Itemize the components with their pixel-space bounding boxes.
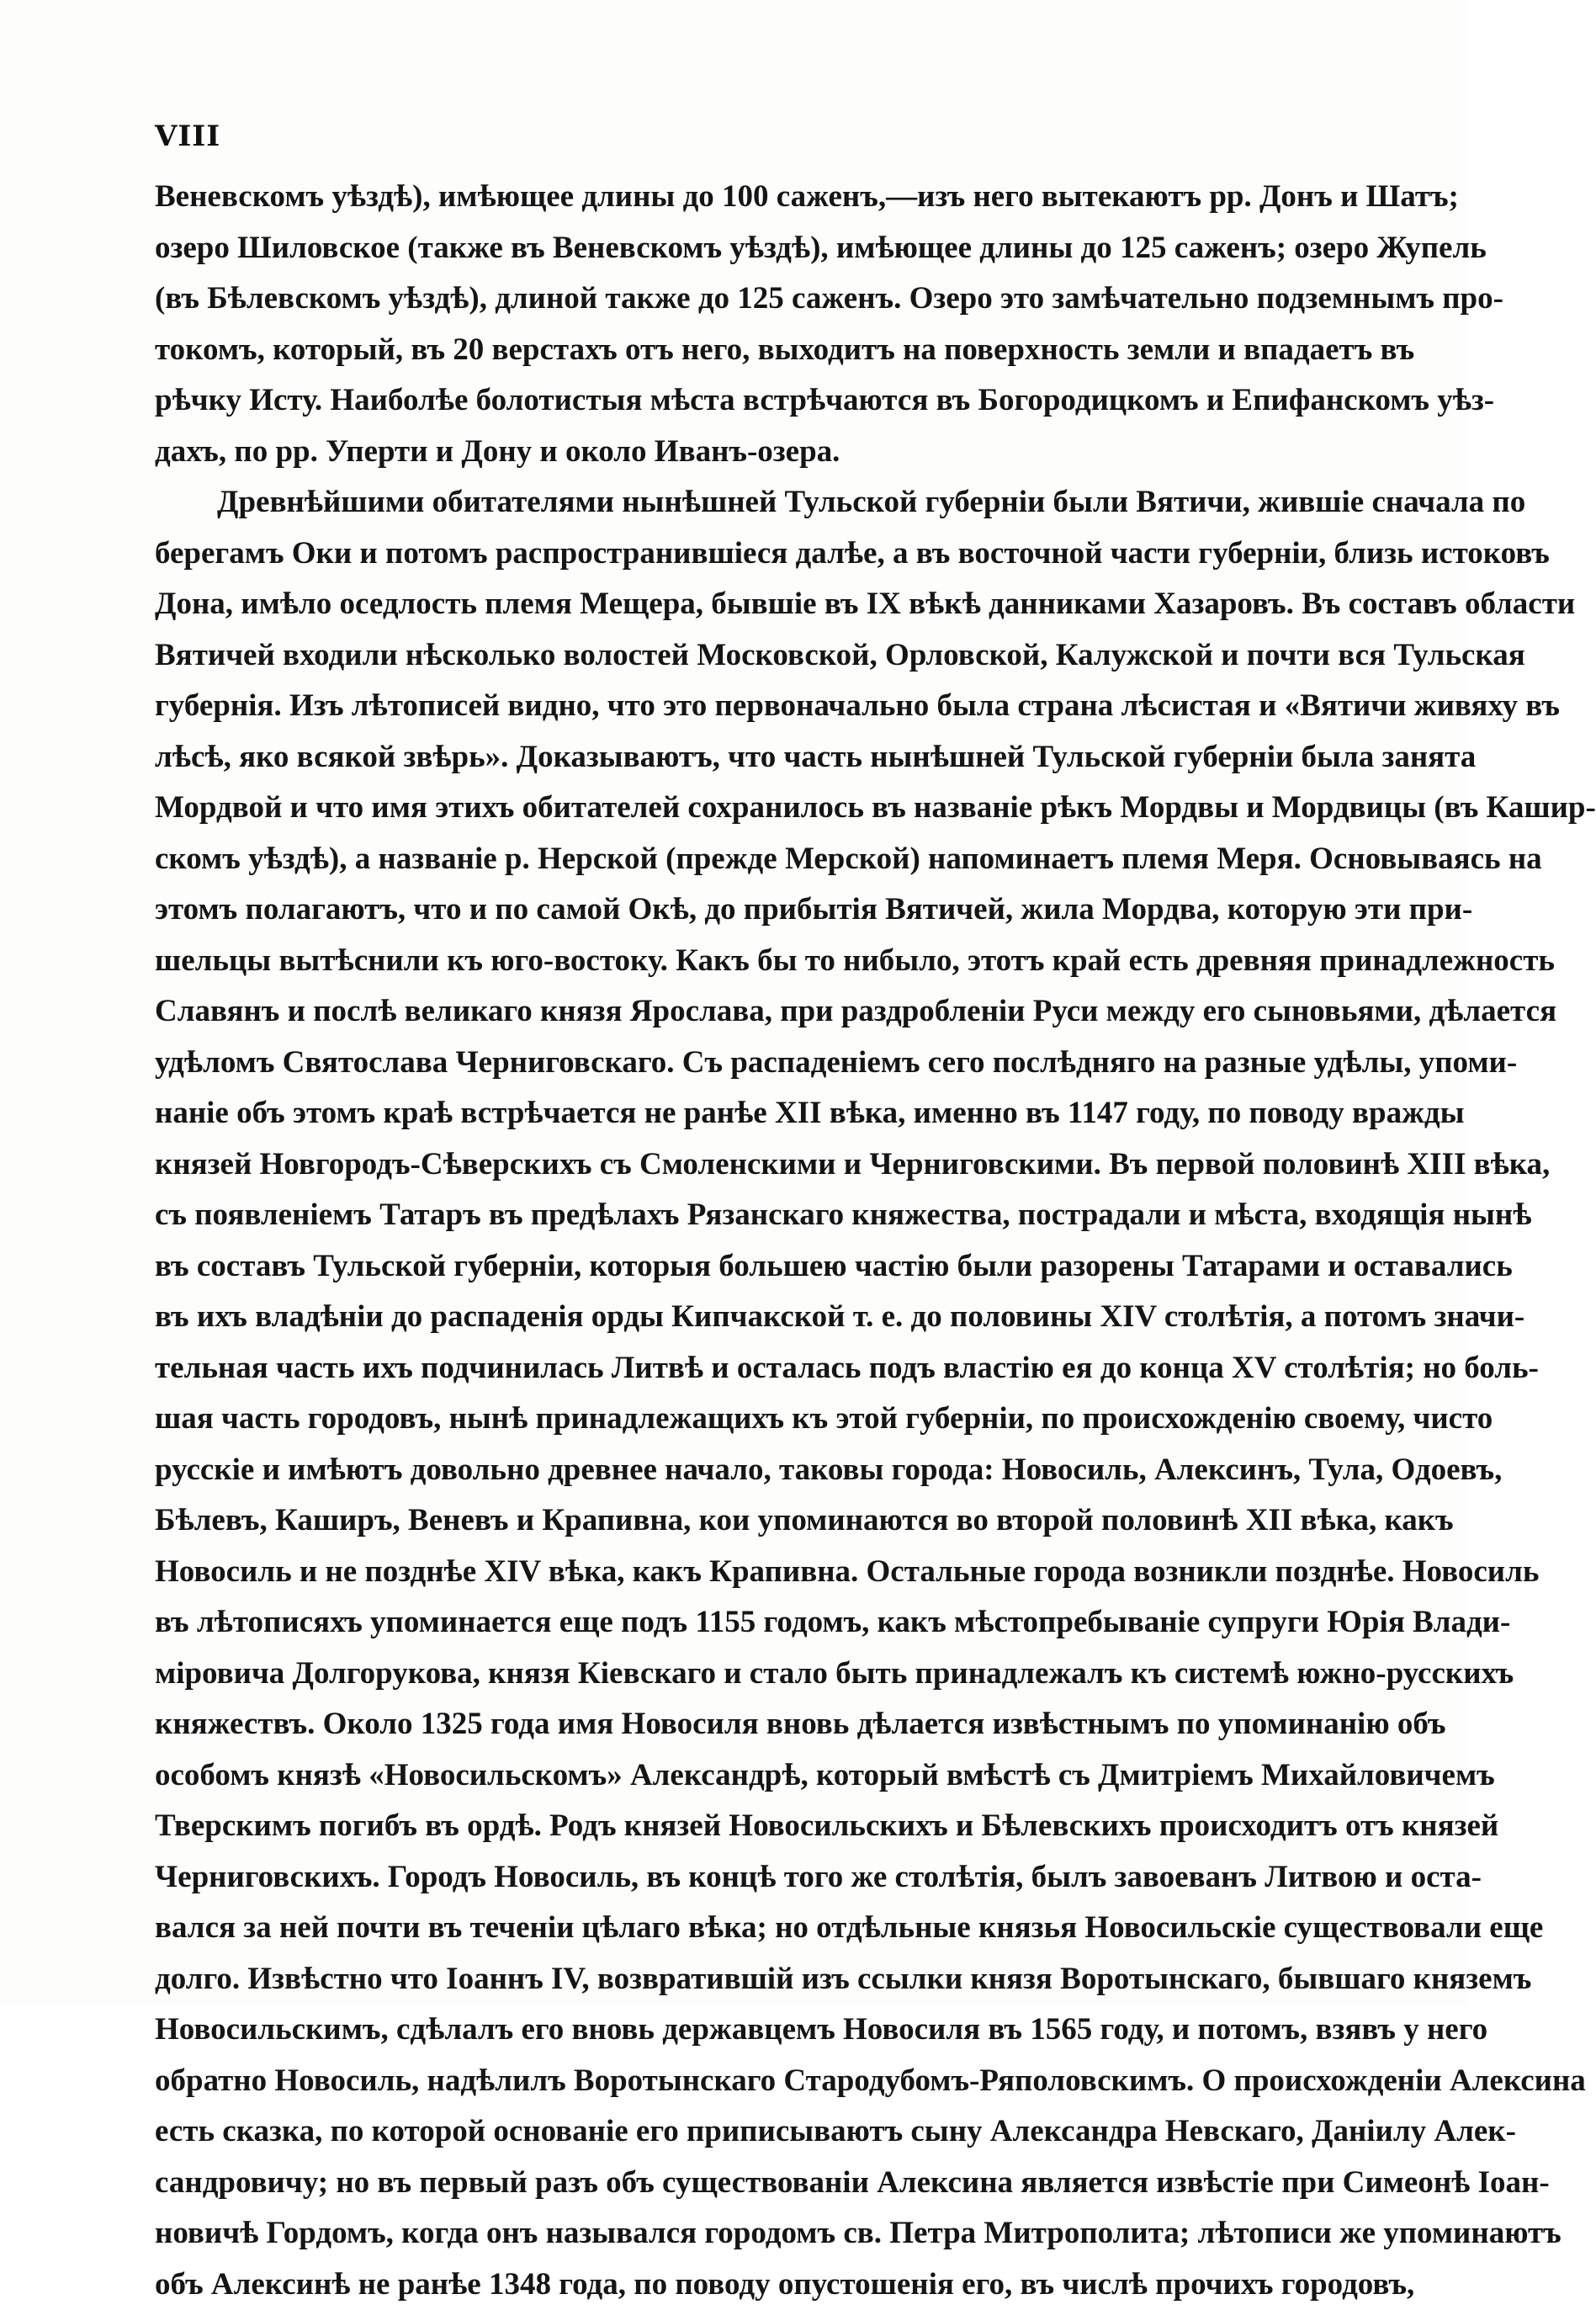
text-line: въ составъ Тульской губерніи, которыя большею частію были разорены Татарами и оставались (155, 1241, 1321, 1293)
text-line: удѣломъ Святослава Черниговскаго. Съ распаденіемъ сего послѣдняго на разные удѣлы, упоми- (155, 1038, 1321, 1089)
text-line: Черниговскихъ. Городъ Новосиль, въ концѣ того же столѣтія, былъ завоеванъ Литвою и оста- (155, 1852, 1321, 1904)
text-line: въ лѣтописяхъ упоминается еще подъ 1155 годомъ, какъ мѣстопребываніе супруги Юрія Влади- (155, 1597, 1321, 1649)
page-number: VIII (155, 119, 220, 153)
text-line: вался за ней почти въ теченіи цѣлаго вѣка; но отдѣльные князья Новосильскіе существовали еще (155, 1903, 1321, 1954)
text-line: сандровичу; но въ первый разъ объ существованіи Алексина является извѣстіе при Симеонѣ Іоан- (155, 2158, 1321, 2209)
text-line: шельцы вытѣснили къ юго-востоку. Какъ бы то нибыло, этотъ край есть древняя принадлежность (155, 936, 1321, 987)
text-line: Тверскимъ погибъ въ ордѣ. Родъ князей Новосильскихъ и Бѣлевскихъ происходитъ отъ князей (155, 1801, 1321, 1852)
text-line: наніе объ этомъ краѣ встрѣчается не ранѣе XII вѣка, именно въ 1147 году, по поводу вражды (155, 1088, 1321, 1139)
text-line: Новосильскимъ, сдѣлалъ его вновь державцемъ Новосиля въ 1565 году, и потомъ, взявъ у него (155, 2005, 1321, 2056)
text-line: долго. Извѣстно что Іоаннъ IV, возвратившій изъ ссылки князя Воротынскаго, бывшаго княземъ (155, 1954, 1321, 2005)
text-line: токомъ, который, въ 20 верстахъ отъ него, выходитъ на поверхность земли и впадаетъ въ (155, 325, 1321, 376)
body-text (155, 172, 1321, 2310)
text-line: Мордвой и что имя этихъ обитателей сохранилось въ названіе рѣкъ Мордвы и Мордвицы (въ Кашир- (155, 783, 1321, 834)
text-line: міровича Долгорукова, князя Кіевскаго и стало быть принадлежалъ къ системѣ южно-русскихъ (155, 1649, 1321, 1700)
text-line: шая часть городовъ, нынѣ принадлежащихъ къ этой губерніи, по происхожденію своему, чисто (155, 1394, 1321, 1445)
text-line: русскіе и имѣютъ довольно древнее начало, таковы города: Новосиль, Алексинъ, Тула, Одоевъ, (155, 1445, 1321, 1496)
text-line: Дона, имѣло оседлость племя Мещера, бывшіе въ IX вѣкѣ данниками Хазаровъ. Въ составъ области (155, 579, 1321, 630)
text-line: Вятичей входили нѣсколько волостей Московской, Орловской, Калужской и почти вся Тульская (155, 630, 1321, 682)
text-line: дахъ, по рр. Уперти и Дону и около Иванъ-озера. (155, 427, 1321, 478)
text-line: Славянъ и послѣ великаго князя Ярослава, при раздробленіи Руси между его сыновьями, дѣлается (155, 986, 1321, 1038)
text-line: объ Алексинѣ не ранѣе 1348 года, по поводу опустошенія его, въ числѣ прочихъ городовъ, (155, 2260, 1321, 2310)
text-line: скомъ уѣздѣ), а названіе р. Нерской (прежде Мерской) напоминаетъ племя Меря. Основываясь на (155, 834, 1321, 885)
text-line: обратно Новосиль, надѣлилъ Воротынскаго Стародубомъ-Ряполовскимъ. О происхожденіи Алексина (155, 2056, 1321, 2107)
text-line: въ ихъ владѣніи до распаденія орды Кипчакской т. е. до половины XIV столѣтія, а потомъ значи- (155, 1292, 1321, 1343)
text-line: тельная часть ихъ подчинилась Литвѣ и осталась подъ властію ея до конца XV столѣтія; но боль- (155, 1343, 1321, 1394)
text-line: Бѣлевъ, Каширъ, Веневъ и Крапивна, кои упоминаются во второй половинѣ XII вѣка, какъ (155, 1495, 1321, 1547)
text-line: Древнѣйшими обитателями нынѣшней Тульской губерніи были Вятичи, жившіе сначала по (155, 477, 1321, 528)
text-line: Веневскомъ уѣздѣ), имѣющее длины до 100 саженъ,—изъ него вытекаютъ рр. Донъ и Шатъ; (155, 172, 1321, 223)
text-line: новичѣ Гордомъ, когда онъ назывался городомъ св. Петра Митрополита; лѣтописи же упоминаютъ (155, 2208, 1321, 2260)
text-line: губернія. Изъ лѣтописей видно, что это первоначально была страна лѣсистая и «Вятичи живяху въ (155, 681, 1321, 732)
text-line: рѣчку Исту. Наиболѣе болотистыя мѣста встрѣчаются въ Богородицкомъ и Епифанскомъ уѣз- (155, 375, 1321, 427)
text-line: Новосиль и не позднѣе XIV вѣка, какъ Крапивна. Остальные города возникли позднѣе. Новосиль (155, 1547, 1321, 1598)
text-line: особомъ князѣ «Новосильскомъ» Александрѣ, который вмѣстѣ съ Дмитріемъ Михайловичемъ (155, 1750, 1321, 1802)
text-line: есть сказка, по которой основаніе его приписываютъ сыну Александра Невскаго, Даніилу Алек- (155, 2106, 1321, 2158)
text-line: (въ Бѣлевскомъ уѣздѣ), длиной также до 125 саженъ. Озеро это замѣчательно подземнымъ про- (155, 273, 1321, 325)
text-line: берегамъ Оки и потомъ распространившіеся далѣе, а въ восточной части губерніи, близь истоковъ (155, 528, 1321, 580)
text-line: лѣсѣ, яко всякой звѣрь». Доказываютъ, что часть нынѣшней Тульской губерніи была занята (155, 732, 1321, 783)
text-line: этомъ полагаютъ, что и по самой Окѣ, до прибытія Вятичей, жила Мордва, которую эти при- (155, 884, 1321, 936)
text-line: озеро Шиловское (также въ Веневскомъ уѣздѣ), имѣющее длины до 125 саженъ; озеро Жупель (155, 223, 1321, 274)
text-line: княжествъ. Около 1325 года имя Новосиля вновь дѣлается извѣстнымъ по упоминанію объ (155, 1699, 1321, 1750)
text-line: съ появленіемъ Татаръ въ предѣлахъ Рязанскаго княжества, пострадали и мѣста, входящія нынѣ (155, 1190, 1321, 1241)
text-line: князей Новгородъ-Сѣверскихъ съ Смоленскими и Черниговскими. Въ первой половинѣ XIII вѣка, (155, 1139, 1321, 1191)
